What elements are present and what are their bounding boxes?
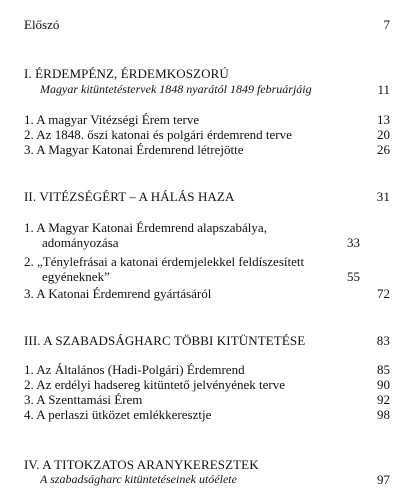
- section-heading-text: II. VITÉZSÉGÉRT – A HÁLÁS HAZA: [24, 189, 235, 204]
- toc-entry-page: 7: [383, 17, 390, 32]
- toc-entry-page: 26: [377, 142, 390, 157]
- section-heading-text: III. A SZABADSÁGHARC TÖBBI KITÜNTETÉSE: [24, 333, 306, 348]
- toc-entry-page: 33: [347, 235, 360, 250]
- section-subtitle-text: Magyar kitüntetéstervek 1848 nyarától 1849 februárjáig: [40, 82, 312, 96]
- toc-entry-title: 3. A Szenttamási Érem: [24, 392, 143, 407]
- toc-entry-title: Előszó: [24, 17, 60, 32]
- toc-section-1-subtitle: [40, 82, 390, 97]
- toc-section-1-heading: [24, 66, 390, 81]
- section-heading-text: I. ÉRDEMPÉNZ, ÉRDEMKOSZORÚ: [24, 66, 229, 81]
- section-heading-text: IV. A TITOKZATOS ARANYKERESZTEK: [24, 457, 259, 472]
- toc-section-3-heading: [24, 333, 390, 348]
- toc-entry-page: 85: [377, 362, 390, 377]
- toc-entry-page: 13: [377, 112, 390, 127]
- toc-entry-page: 98: [377, 407, 390, 422]
- section-subtitle-page: 97: [377, 472, 390, 487]
- toc-entry: [24, 112, 390, 127]
- toc-section-4-heading: [24, 457, 390, 472]
- section-heading-page: 83: [376, 333, 390, 348]
- toc-entry-title: 3. A Katonai Érdemrend gyártásáról: [24, 286, 212, 301]
- toc-entry: [24, 362, 390, 377]
- toc-entry-title: 1. A Magyar Katonai Érdemrend alapszabálya, adományozása: [24, 220, 267, 250]
- toc-entry: [24, 142, 390, 157]
- toc-entry: [24, 286, 390, 301]
- toc-entry: [24, 127, 390, 142]
- toc-entry: [24, 220, 390, 250]
- toc-entry-title: 2. Az 1848. őszi katonai és polgári érdemrend terve: [24, 127, 292, 142]
- toc-entry-page: 55: [347, 269, 360, 284]
- toc-entry-title: 4. A perlaszi ütközet emlékkeresztje: [24, 407, 212, 422]
- toc-entry: [24, 254, 390, 284]
- toc-entry-foreword: [24, 17, 390, 32]
- toc-entry-page: 20: [377, 127, 390, 142]
- toc-entry-page: 92: [377, 392, 390, 407]
- section-subtitle-text: A szabadságharc kitüntetéseinek utóélete: [40, 472, 237, 486]
- toc-entry-title: 2. „Ténylefrásai a katonai érdemjelekkel feldíszesített egyéneknek”: [24, 254, 305, 284]
- section-subtitle-page: 11: [377, 82, 390, 97]
- toc-entry: [24, 407, 390, 422]
- toc-entry: [24, 377, 390, 392]
- toc-entry-title: 1. Az Általános (Hadi-Polgári) Érdemrend: [24, 362, 245, 377]
- toc-entry-title: 2. Az erdélyi hadsereg kitüntető jelvényének terve: [24, 377, 285, 392]
- toc-entry-title: 1. A magyar Vitézségi Érem terve: [24, 112, 200, 127]
- toc-section-2-heading: [24, 189, 390, 204]
- toc-section-4-subtitle: [40, 472, 390, 487]
- toc-entry: [24, 392, 390, 407]
- toc-entry-page: 90: [377, 377, 390, 392]
- toc-entry-page: 72: [377, 286, 390, 301]
- toc-entry-title: 3. A Magyar Katonai Érdemrend létrejötte: [24, 142, 244, 157]
- section-heading-page: 31: [376, 189, 390, 204]
